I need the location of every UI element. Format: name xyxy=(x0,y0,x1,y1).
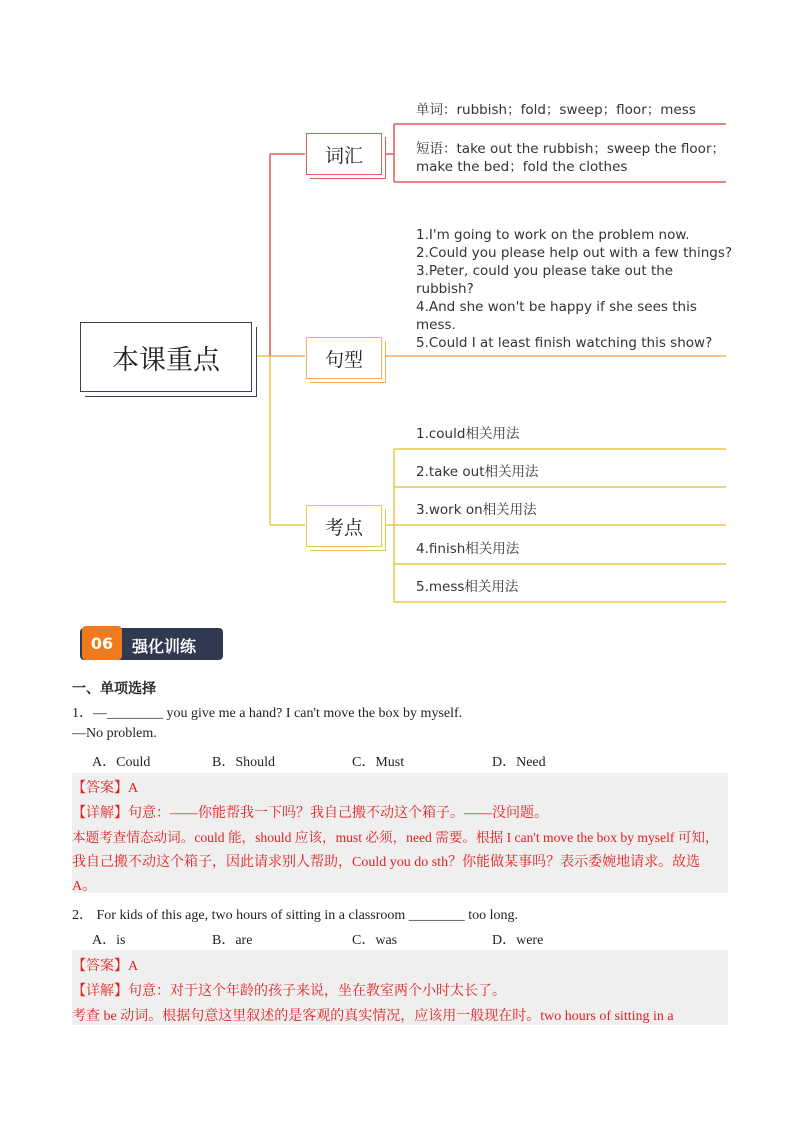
q2-option-c: C．was xyxy=(352,933,398,948)
point-item: 4.finish相关用法 xyxy=(416,541,520,557)
point-item: 3.work on相关用法 xyxy=(416,502,537,518)
sentence-line: 1.I'm going to work on the problem now. xyxy=(416,227,690,243)
sentence-line: rubbish? xyxy=(416,281,474,297)
q1-detail: 本题考查情态动词。could 能，should 应该，must 必须，need 需要。根据 I can't move the box by myself 可知， xyxy=(72,830,719,845)
q1-option-c: C．Must xyxy=(352,755,405,770)
q2-detail: 【详解】句意：对于这个年龄的孩子来说，坐在教室两个小时太长了。 xyxy=(72,984,506,999)
sentence-node xyxy=(306,337,382,379)
mindmap-center-node xyxy=(80,322,252,392)
part-title: 一、单项选择 xyxy=(72,681,156,697)
q1-detail: 我自己搬不动这个箱子，因此请求别人帮助，Could you do sth？你能做某事吗？表示委婉地请求。故选 xyxy=(72,855,701,870)
q1-option-d: D．Need xyxy=(492,755,546,770)
point-item: 5.mess相关用法 xyxy=(416,579,519,595)
q2-option-a: A．is xyxy=(92,933,126,948)
section-title: 强化训练 xyxy=(132,637,197,656)
q1-detail: 【详解】句意：——你能帮我一下吗？我自己搬不动这个箱子。——没问题。 xyxy=(72,806,548,821)
sentence-line: 5.Could I at least finish watching this show? xyxy=(416,335,713,351)
point-item: 2.take out相关用法 xyxy=(416,464,539,480)
vocab-node xyxy=(306,133,382,175)
q1-option-a: A．Could xyxy=(92,755,151,770)
mindmap-center-label: 本课重点 xyxy=(112,344,220,376)
sentence-label: 句型 xyxy=(324,348,363,371)
sentence-line: 3.Peter, could you please take out the xyxy=(416,263,674,279)
q1-detail: A。 xyxy=(72,879,97,894)
q1-answer: 【答案】A xyxy=(72,781,139,796)
vocab-phrases-line1: 短语：take out the rubbish；sweep the floor； xyxy=(416,141,725,157)
points-node xyxy=(306,505,382,547)
point-item: 1.could相关用法 xyxy=(416,426,520,442)
q2-answer: 【答案】A xyxy=(72,959,139,974)
points-label: 考点 xyxy=(324,516,363,539)
q1-stem: 1．—________ you give me a hand? I can't move the box by myself. xyxy=(72,706,463,721)
q2-stem: 2． For kids of this age, two hours of sitting in a classroom ________ too long. xyxy=(72,908,519,923)
sentence-line: 2.Could you please help out with a few things? xyxy=(416,245,733,261)
q2-detail: 考查 be 动词。根据句意这里叙述的是客观的真实情况，应该用一般现在时。two hours of sitting in a xyxy=(72,1009,674,1024)
sentence-line: mess. xyxy=(416,317,456,333)
sentence-line: 4.And she won't be happy if she sees this xyxy=(416,299,697,315)
q1-reply: —No problem. xyxy=(72,726,157,741)
q1-option-b: B．Should xyxy=(212,755,276,770)
vocab-phrases-line2: make the bed；fold the clothes xyxy=(416,159,628,175)
q2-option-d: D．were xyxy=(492,933,544,948)
section-number: 06 xyxy=(82,626,122,660)
q2-option-b: B．are xyxy=(212,933,253,948)
vocab-label: 词汇 xyxy=(324,144,363,167)
vocab-words: 单词：rubbish；fold；sweep；floor；mess xyxy=(416,102,696,118)
